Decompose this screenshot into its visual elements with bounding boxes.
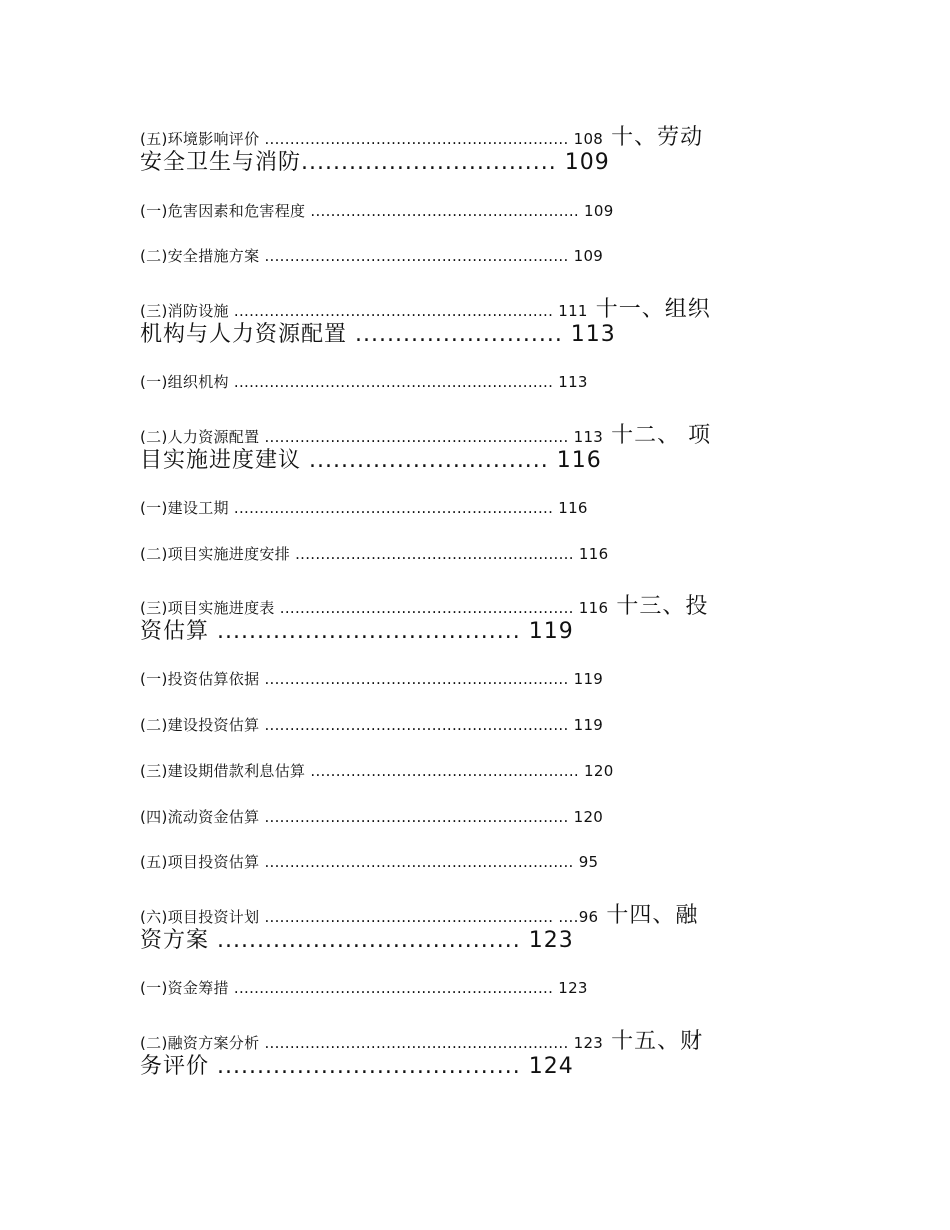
toc-entry-text: 务评价 ...................................... 124 bbox=[140, 1054, 574, 1079]
toc-entry-text: (五)环境影响评价 ............................................................ 108 bbox=[140, 130, 604, 148]
toc-chapter-heading-start: 十三、投 bbox=[616, 594, 709, 619]
toc-entry-text: (六)项目投资计划 ......................................................... ....96 bbox=[140, 908, 599, 926]
toc-entry-text: (三)消防设施 ............................................................... 111 bbox=[140, 302, 588, 320]
toc-entry-text: (一)组织机构 ............................................................... 113 bbox=[140, 373, 588, 391]
toc-entry[interactable] bbox=[140, 245, 603, 266]
toc-chapter-heading-start: 十、劳动 bbox=[611, 125, 704, 150]
toc-entry[interactable] bbox=[140, 668, 603, 689]
toc-entry-text: (三)项目实施进度表 .......................................................... 116 bbox=[140, 599, 609, 617]
toc-entry[interactable] bbox=[140, 200, 614, 221]
toc-entry[interactable] bbox=[140, 851, 598, 872]
toc-entry-text: 目实施进度建议 .............................. 116 bbox=[140, 448, 602, 473]
toc-entry[interactable] bbox=[140, 806, 603, 827]
toc-entry-text: (二)安全措施方案 ............................................................ 109 bbox=[140, 247, 604, 265]
toc-chapter-entry[interactable] bbox=[140, 317, 616, 348]
toc-chapter-heading-start: 十一、组织 bbox=[595, 297, 711, 322]
toc-entry-text: 机构与人力资源配置 .......................... 113 bbox=[140, 322, 616, 347]
toc-entry-text: (二)人力资源配置 ............................................................ 113 bbox=[140, 428, 604, 446]
toc-entry-text: (一)建设工期 ............................................................... 116 bbox=[140, 499, 588, 517]
toc-entry-text: (二)融资方案分析 ............................................................ 123 bbox=[140, 1034, 604, 1052]
toc-chapter-entry[interactable] bbox=[140, 923, 574, 954]
toc-entry[interactable] bbox=[140, 714, 603, 735]
toc-chapter-entry[interactable] bbox=[140, 443, 602, 474]
toc-entry[interactable] bbox=[140, 760, 614, 781]
toc-entry[interactable] bbox=[140, 977, 588, 998]
toc-entry-text: (二)项目实施进度安排 ....................................................... 116 bbox=[140, 545, 609, 563]
toc-entry-text: 资方案 ...................................... 123 bbox=[140, 928, 574, 953]
toc-entry-text: (一)资金筹措 ............................................................... 123 bbox=[140, 979, 588, 997]
toc-chapter-heading-start: 十四、融 bbox=[606, 903, 699, 928]
toc-entry[interactable] bbox=[140, 497, 588, 518]
toc-entry[interactable] bbox=[140, 371, 588, 392]
toc-chapter-heading-start: 十五、财 bbox=[611, 1029, 704, 1054]
toc-entry-text: 安全卫生与消防................................ 109 bbox=[140, 150, 610, 175]
toc-entry-text: (四)流动资金估算 ............................................................ 120 bbox=[140, 808, 604, 826]
toc-entry-text: (五)项目投资估算 ............................................................. 95 bbox=[140, 853, 599, 871]
toc-entry-text: (一)投资估算依据 ............................................................ 119 bbox=[140, 670, 604, 688]
toc-entry[interactable] bbox=[140, 543, 608, 564]
toc-chapter-heading-start: 十二、 项 bbox=[611, 423, 712, 448]
toc-chapter-entry[interactable] bbox=[140, 1049, 574, 1080]
toc-chapter-entry[interactable] bbox=[140, 614, 574, 645]
toc-chapter-entry[interactable] bbox=[140, 145, 610, 176]
toc-entry-text: (三)建设期借款利息估算 ..................................................... 120 bbox=[140, 762, 614, 780]
toc-entry-text: (二)建设投资估算 ............................................................ 119 bbox=[140, 716, 604, 734]
toc-entry-text: 资估算 ...................................... 119 bbox=[140, 619, 574, 644]
toc-entry-text: (一)危害因素和危害程度 ..................................................... 109 bbox=[140, 202, 614, 220]
